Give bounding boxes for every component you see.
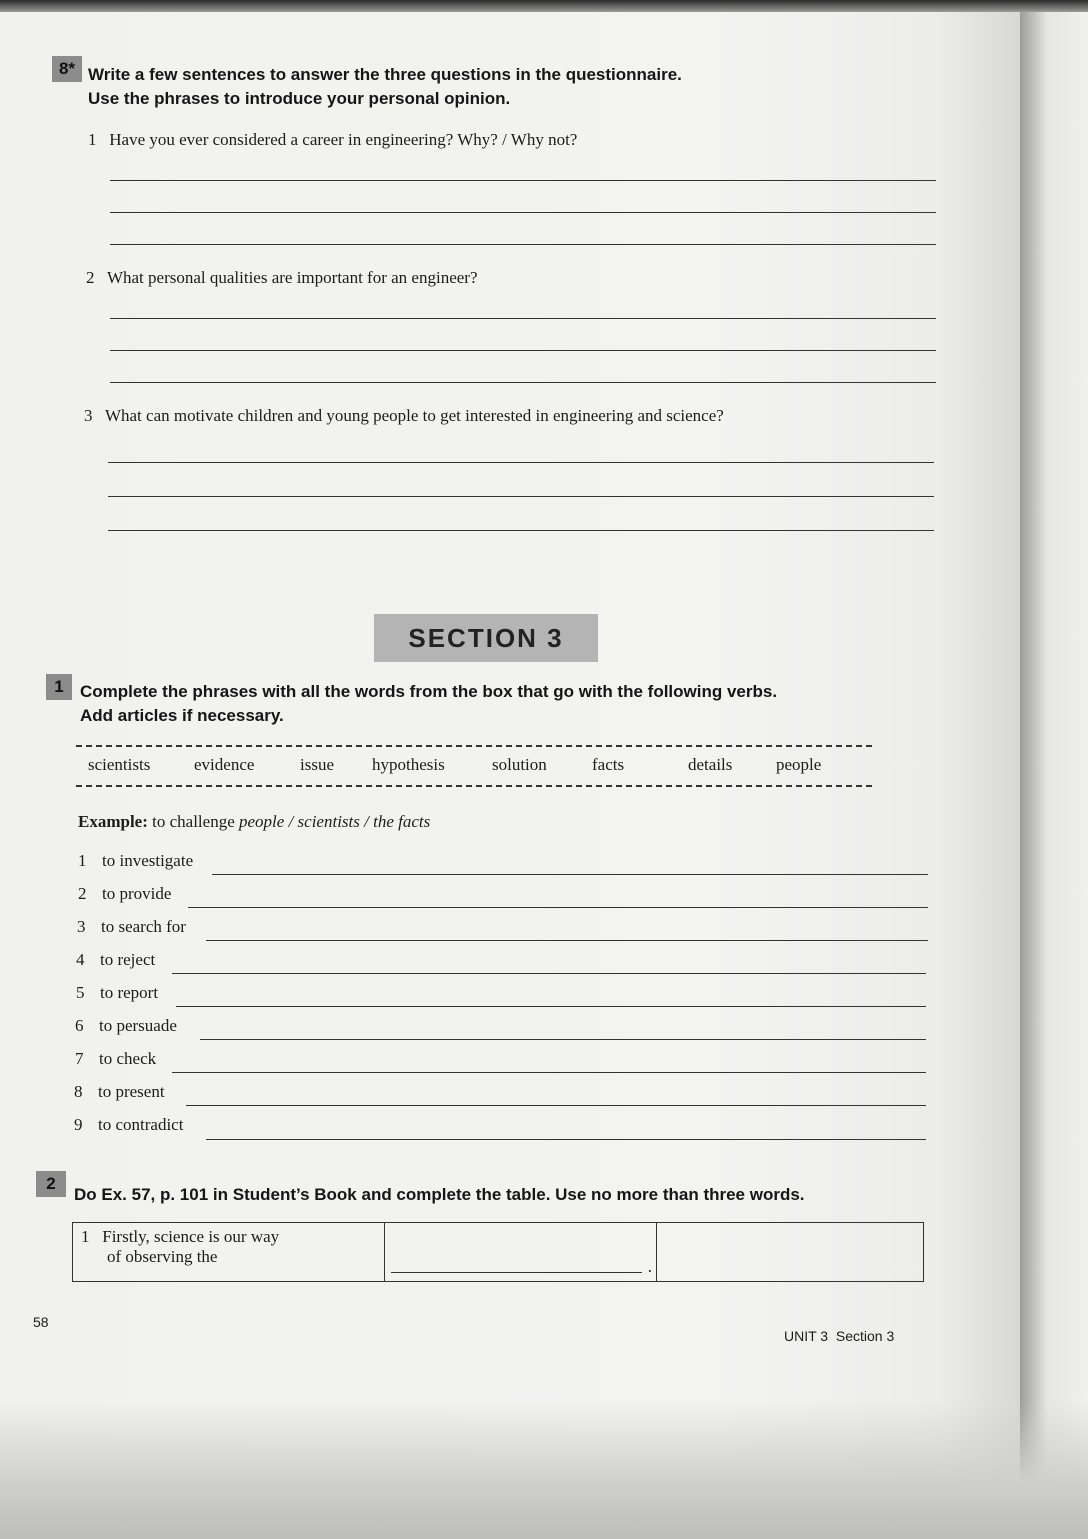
item-verb: to provide: [102, 884, 172, 903]
phrase-item: [78, 851, 193, 871]
example-text: to challenge: [152, 812, 235, 831]
section-title: SECTION 3: [374, 614, 598, 662]
item-number: 7: [75, 1049, 84, 1068]
item-verb: to persuade: [99, 1016, 177, 1035]
item-verb: to investigate: [102, 851, 194, 870]
answer-line[interactable]: [110, 318, 936, 319]
item-number: 9: [74, 1115, 83, 1134]
answer-line[interactable]: [108, 530, 934, 531]
item-verb: to report: [100, 983, 159, 1002]
phrase-item: [75, 1016, 177, 1036]
word-box-item: scientists: [88, 755, 151, 774]
exercise-1-instruction-line1: Complete the phrases with all the words from the box that go with the following verbs.: [80, 682, 778, 701]
item-number: 1: [78, 851, 87, 870]
page-number: 58: [33, 1314, 49, 1330]
book-spine-shadow: [1020, 0, 1088, 1539]
question-text: Have you ever considered a career in engineering? Why? / Why not?: [109, 130, 578, 149]
question-3: [84, 406, 724, 426]
answer-line[interactable]: [110, 382, 936, 383]
item-number: 6: [75, 1016, 84, 1035]
item-verb: to check: [99, 1049, 157, 1068]
question-2: [86, 268, 478, 288]
answer-line[interactable]: [206, 1139, 926, 1140]
item-number: 4: [76, 950, 85, 969]
answer-line[interactable]: [110, 212, 936, 213]
table-cell-empty[interactable]: [657, 1223, 924, 1282]
question-number: 1: [88, 130, 97, 149]
scan-top-edge: [0, 0, 1088, 12]
answer-line[interactable]: [108, 496, 934, 497]
answer-line[interactable]: [110, 244, 936, 245]
word-box-item: hypothesis: [372, 755, 445, 774]
answer-line[interactable]: [206, 940, 928, 941]
row-text-line1: Firstly, science is our way: [102, 1227, 280, 1246]
word-box-item: evidence: [194, 755, 255, 774]
word-box-item: solution: [492, 755, 547, 774]
answer-line[interactable]: [172, 973, 926, 974]
answer-line[interactable]: [172, 1072, 926, 1073]
unit-footer: [784, 1328, 894, 1344]
item-verb: to present: [98, 1082, 165, 1101]
answer-line[interactable]: [110, 180, 936, 181]
answer-line[interactable]: [108, 462, 934, 463]
answer-line[interactable]: [200, 1039, 926, 1040]
answer-line[interactable]: [391, 1272, 642, 1273]
exercise-8-instruction-line2: Use the phrases to introduce your personal opinion.: [88, 89, 511, 108]
table-row: [73, 1223, 924, 1282]
answer-line[interactable]: [212, 874, 928, 875]
item-number: 8: [74, 1082, 83, 1101]
question-text: What can motivate children and young people to get interested in engineering and science?: [104, 406, 724, 425]
word-box-item: issue: [300, 755, 334, 774]
item-number: 2: [78, 884, 87, 903]
question-number: 2: [86, 268, 95, 287]
exercise-2-table: [72, 1222, 924, 1282]
phrase-item: [75, 1049, 156, 1069]
answer-line[interactable]: [110, 350, 936, 351]
item-verb: to search for: [101, 917, 186, 936]
exercise-2-instruction: Do Ex. 57, p. 101 in Student’s Book and complete the table. Use no more than three words.: [74, 1185, 805, 1204]
example-line: [78, 812, 430, 832]
question-1: [88, 130, 577, 150]
row-number: 1: [81, 1227, 90, 1246]
scan-bottom-shadow: [0, 1400, 1088, 1539]
exercise-2-badge: 2: [36, 1171, 66, 1197]
item-number: 5: [76, 983, 85, 1002]
question-number: 3: [84, 406, 93, 425]
answer-line[interactable]: [176, 1006, 926, 1007]
word-box-item: facts: [592, 755, 625, 774]
exercise-1-badge: 1: [46, 674, 72, 700]
exercise-8-badge: 8*: [52, 56, 82, 82]
section-label: Section 3: [835, 1328, 895, 1344]
example-answer: people / scientists / the facts: [239, 812, 431, 831]
row-text-line2: of observing the: [107, 1247, 218, 1266]
answer-line[interactable]: [188, 907, 928, 908]
phrase-item: [77, 917, 186, 937]
exercise-8-instruction-line1: Write a few sentences to answer the three questions in the questionnaire.: [88, 65, 682, 84]
table-cell-question: [73, 1223, 385, 1282]
exercise-1-instruction-line2: Add articles if necessary.: [80, 706, 284, 725]
table-cell-answer[interactable]: [385, 1223, 657, 1282]
unit-label: UNIT 3: [784, 1328, 829, 1344]
word-box: [76, 745, 872, 787]
word-box-item: details: [688, 755, 733, 774]
example-label: Example:: [78, 812, 148, 831]
phrase-item: [76, 983, 158, 1003]
phrase-item: [74, 1115, 183, 1135]
phrase-item: [78, 884, 171, 904]
question-text: What personal qualities are important for an engineer?: [106, 268, 478, 287]
item-number: 3: [77, 917, 86, 936]
word-box-item: people: [776, 755, 822, 774]
phrase-item: [74, 1082, 165, 1102]
answer-line[interactable]: [186, 1105, 926, 1106]
phrase-item: [76, 950, 155, 970]
row-period: .: [647, 1257, 652, 1276]
item-verb: to contradict: [98, 1115, 184, 1134]
item-verb: to reject: [100, 950, 156, 969]
